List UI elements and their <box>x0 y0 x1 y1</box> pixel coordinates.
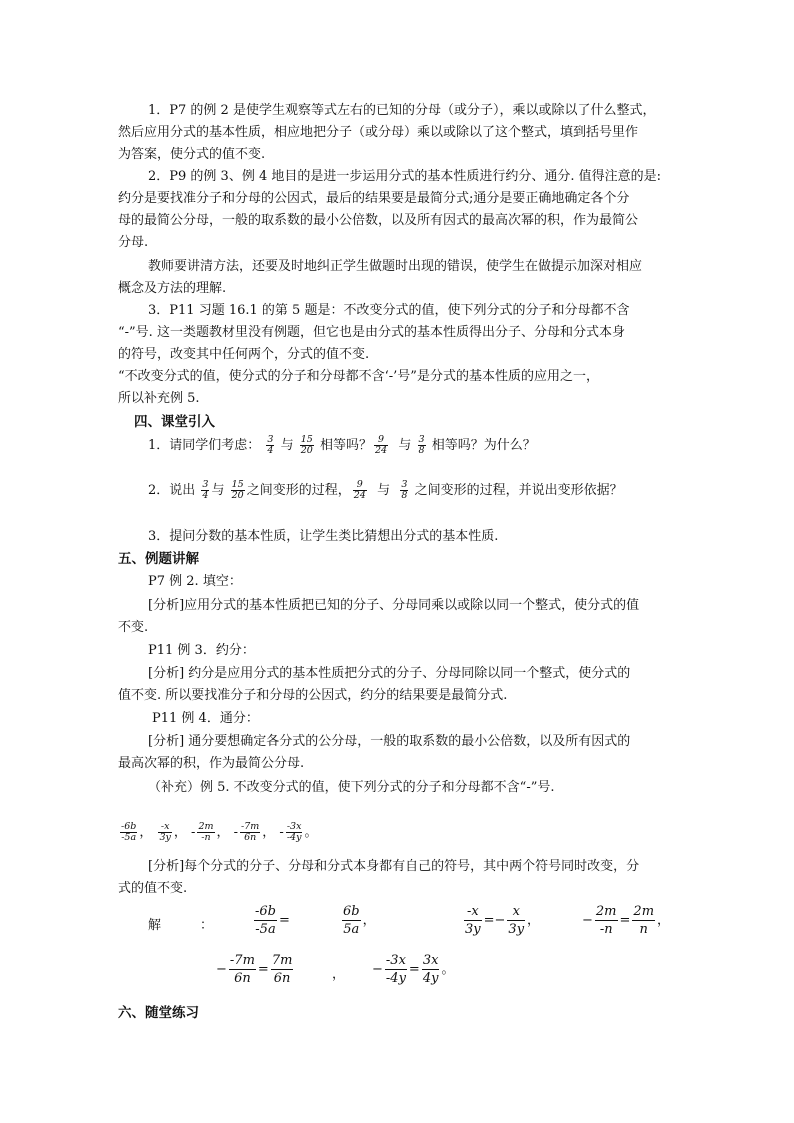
paragraph-1-line-1: 1．P7 的例 2 是使学生观察等式左右的已知的分母（或分子），乘以或除以了什么整式， <box>148 103 656 118</box>
numerator: -6b <box>255 904 276 919</box>
denominator: 6n <box>234 971 251 986</box>
intro-question-2 <box>148 478 623 504</box>
denominator: -n <box>599 922 613 937</box>
fraction <box>286 822 303 843</box>
numerator: 2m <box>198 821 214 832</box>
q1-text-a: 1．请同学们考虑： <box>148 438 261 453</box>
fraction <box>595 903 618 938</box>
paragraph-2-line-3: 母的最简公分母，一般的取系数的最小公倍数，以及所有因式的最高次幂的积，作为最简公 <box>118 213 639 228</box>
denominator: 8 <box>418 445 425 456</box>
section-heading-5: 五、例题讲解 <box>118 551 199 567</box>
paragraph-4-line-5: 所以补充例 5. <box>118 391 200 406</box>
example-5-analysis-line-1: [分析]每个分式的分子、分母和分式本身都有自己的符号，其中两个符号同时改变，分 <box>148 859 640 874</box>
example-2-analysis-line-2: 不变. <box>118 620 149 635</box>
solution-item-a: $\frac{-6b}{-5a}$ = <box>255 904 290 937</box>
denominator: n <box>639 922 648 937</box>
fraction <box>374 435 388 456</box>
denominator: -4y <box>385 971 406 986</box>
fraction <box>201 480 209 501</box>
numerator: 3x <box>422 953 439 968</box>
paragraph-3-line-2: 概念及方法的理解. <box>118 281 227 296</box>
denominator: 8 <box>401 490 408 501</box>
q2-text-c: 之间变形的过程， <box>246 483 351 498</box>
fraction <box>400 480 408 501</box>
solution-colon: ： <box>200 918 214 933</box>
numerator: 9 <box>353 480 367 491</box>
solution-item-d: − $\frac{-7m}{6n}$ = $\frac{7m}{6n}$ <box>216 953 293 986</box>
denominator: 4y <box>422 971 439 986</box>
paragraph-2-line-4: 分母. <box>118 235 149 250</box>
paragraph-4-line-2: “-”号. 这一类题教材里没有例题，但它也是由分式的基本性质得出分子、分母和分式本身 <box>118 325 625 340</box>
denominator: 24 <box>353 490 366 501</box>
example-4-analysis-line-1: [分析] 通分要想确定各分式的公分母，一般的取系数的最小公倍数，以及所有因式的 <box>148 734 631 749</box>
example-2-title: P7 例 2. 填空： <box>148 574 242 589</box>
denominator: -5a <box>121 832 137 843</box>
q2-text-d: 与 <box>377 483 391 498</box>
numerator: 3 <box>418 434 425 445</box>
example-3-title: P11 例 3．约分： <box>148 643 255 658</box>
denominator: 3y <box>508 922 525 937</box>
paragraph-1-line-2: 然后应用分式的基本性质，相应地把分子（或分母）乘以或除以了这个整式，填到括号里作 <box>118 125 639 140</box>
fraction <box>342 903 361 938</box>
paragraph-3-line-1: 教师要讲清方法，还要及时地纠正学生做题时出现的错误，使学生在做提示加深对相应 <box>148 259 643 274</box>
solution-item-b: $\frac{-x}{3y}$ =− $\frac{x}{3y}$ ， <box>465 904 541 937</box>
denominator: -4y <box>286 832 302 843</box>
fraction <box>353 480 367 501</box>
fraction <box>271 952 294 987</box>
numerator: -6b <box>121 821 137 832</box>
q2-text-a: 2．说出 <box>148 483 196 498</box>
numerator: 15 <box>231 479 244 490</box>
q1-text-c: 相等吗？ <box>320 438 373 453</box>
numerator: 2m <box>595 904 617 919</box>
denominator: 3y <box>465 922 481 937</box>
example-5-title: （补充）例 5. 不改变分式的值，使下列分式的分子和分母都不含“-”号. <box>148 780 555 795</box>
fraction <box>418 435 426 456</box>
denominator: -5a <box>255 922 276 937</box>
fraction <box>229 952 256 987</box>
paragraph-4-line-1: 3．P11 习题 16.1 的第 5 题是：不改变分式的值，使下列分式的分子和分母都不含 <box>148 303 630 318</box>
example-2-analysis-line-1: [分析]应用分式的基本性质把已知的分子、分母同乘以或除以同一个整式，使分式的值 <box>148 598 640 613</box>
paragraph-4-line-3: 的符号，改变其中任何两个，分式的值不变. <box>118 347 370 362</box>
example-5-analysis-line-2: 式的值不变. <box>118 881 188 896</box>
numerator: 3 <box>202 479 209 490</box>
solution-item-e: − $\frac{-3x}{-4y}$ = $\frac{3x}{4y}$ 。 <box>372 953 455 986</box>
fraction <box>254 903 277 938</box>
numerator: -7m <box>241 821 260 832</box>
denominator: 24 <box>375 445 388 456</box>
section-heading-4: 四、课堂引入 <box>134 414 215 430</box>
fraction <box>266 435 274 456</box>
example-3-analysis-line-2: 值不变. 所以要找准分子和分母的公因式，约分的结果要是最简分式. <box>118 688 508 703</box>
numerator: -3x <box>385 953 406 968</box>
q2-text-b: 与 <box>211 483 225 498</box>
fraction <box>422 952 440 987</box>
solution-item-a-result: $\frac{6b}{5a}$ ， <box>343 904 376 937</box>
numerator: -7m <box>229 953 255 968</box>
solution-item-c: − $\frac{2m}{-n}$ = $\frac{2m}{n}$ ， <box>582 904 671 937</box>
fraction <box>120 822 137 843</box>
denominator: 5a <box>343 922 360 937</box>
example-4-title: P11 例 4．通分： <box>152 711 259 726</box>
numerator: 7m <box>271 953 293 968</box>
q2-text-e: 之间变形的过程，并说出变形依据？ <box>414 483 623 498</box>
denominator: 6n <box>244 832 257 843</box>
q1-text-b: 与 <box>280 438 294 453</box>
numerator: 6b <box>343 904 360 919</box>
fraction <box>385 952 407 987</box>
solution-separator: ， <box>332 967 346 982</box>
numerator: 9 <box>374 435 388 446</box>
fraction <box>507 903 525 938</box>
numerator: 15 <box>300 434 313 445</box>
denominator: -n <box>201 832 211 843</box>
denominator: 4 <box>202 490 209 501</box>
intro-question-1 <box>148 433 536 459</box>
q1-text-e: 相等吗？为什么？ <box>431 438 536 453</box>
fraction <box>240 822 260 843</box>
denominator: 20 <box>300 445 313 456</box>
numerator: -3x <box>286 821 302 832</box>
fraction <box>158 822 171 843</box>
paragraph-2-line-1: 2．P9 的例 3、例 4 地目的是进一步运用分式的基本性质进行约分、通分. 值得注意的是: <box>148 169 662 184</box>
section-heading-6: 六、随堂练习 <box>118 1005 199 1021</box>
denominator: 3y <box>159 832 171 843</box>
numerator: x <box>507 903 525 921</box>
solution-label: 解 <box>148 918 162 933</box>
denominator: 20 <box>231 490 244 501</box>
fraction <box>632 903 655 938</box>
denominator: 4 <box>267 445 274 456</box>
numerator: 3 <box>401 479 408 490</box>
paragraph-1-line-3: 为答案，使分式的值不变. <box>118 147 266 162</box>
fraction <box>300 435 314 456</box>
numerator: -x <box>464 903 482 921</box>
q1-text-d: 与 <box>398 438 412 453</box>
example-3-analysis-line-1: [分析] 约分是应用分式的基本性质把分式的分子、分母同除以同一个整式，使分式的 <box>148 666 631 681</box>
intro-question-3: 3．提问分数的基本性质，让学生类比猜想出分式的基本性质. <box>148 529 499 544</box>
numerator: 2m <box>633 904 655 919</box>
example-4-analysis-line-2: 最高次幂的积，作为最简公分母. <box>118 756 305 771</box>
numerator: 3 <box>267 434 274 445</box>
example-5-fractions: $\frac{-6b}{-5a}$ ， $\frac{-x}{3y}$ ， - $\frac{2m}{-n}$ ， - $\frac{-7m}{6n}$ ， - $\frac{-3x}{-4y}$ 。 <box>121 821 318 843</box>
fraction <box>464 903 482 938</box>
fraction <box>197 822 214 843</box>
paragraph-4-line-4: “不改变分式的值，使分式的分子和分母都不含‘-’号”是分式的基本性质的应用之一， <box>118 369 599 384</box>
denominator: 6n <box>273 971 291 986</box>
numerator: -x <box>158 822 171 833</box>
paragraph-2-line-2: 约分是要找准分子和分母的公因式，最后的结果要是最简分式;通分是要正确地确定各个分 <box>118 191 630 206</box>
fraction <box>231 480 245 501</box>
